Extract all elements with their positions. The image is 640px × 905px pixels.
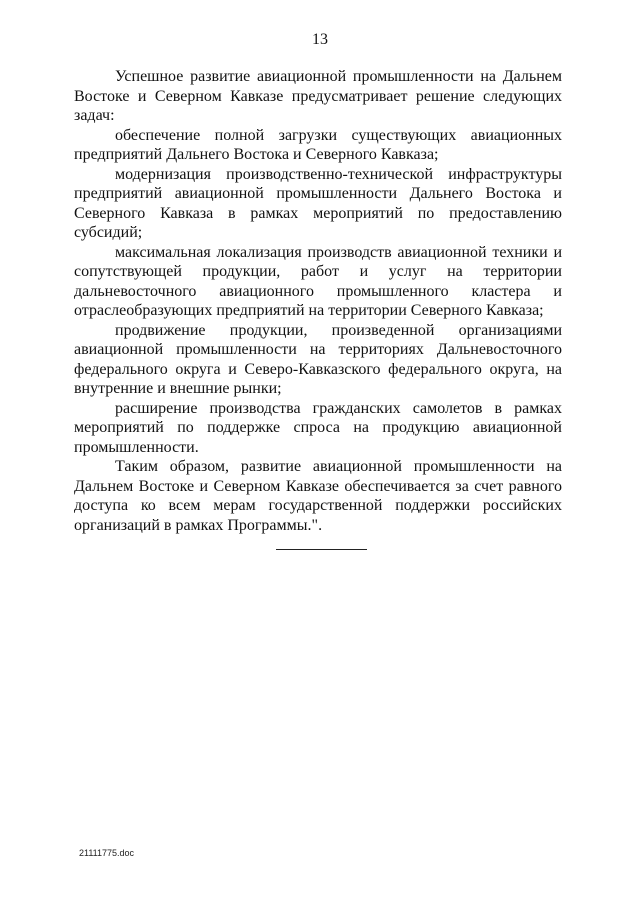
paragraph-conclusion: Таким образом, развитие авиационной промышленности на Дальнем Востоке и Северном Кавказе обеспечивается за счет равного доступа ко всем мерам государственной поддержки российских организаций в рамках Программы.". [74,458,562,534]
paragraph-task-promotion: продвижение продукции, произведенной организациями авиационной промышленности на территориях Дальневосточного федерального округа и Северо-Кавказского федерального округа, на внутренние и внешние рынки; [74,321,562,397]
paragraph-task-loading: обеспечение полной загрузки существующих авиационных предприятий Дальнего Востока и Северного Кавказа; [74,126,562,163]
document-body [74,67,562,535]
page-number: 13 [312,31,328,48]
end-divider [276,549,367,550]
paragraph-task-localization: максимальная локализация производств авиационной техники и сопутствующей продукции, работ и услуг на территории дальневосточного авиационного промышленного кластера и отраслеобразующих предприятий на территории Северного Кавказа; [74,243,562,319]
paragraph-intro: Успешное развитие авиационной промышленности на Дальнем Востоке и Северном Кавказе предусматривает решение следующих задач: [74,68,562,124]
paragraph-task-modernization: модернизация производственно-технической инфраструктуры предприятий авиационной промышленности Дальнего Востока и Северного Кавказа в рамках мероприятий по предоставлению субсидий; [74,165,562,241]
document-file-id: 21111775.doc [79,848,135,858]
paragraph-task-expansion: расширение производства гражданских самолетов в рамках мероприятий по поддержке спроса на продукцию авиационной промышленности. [74,399,562,456]
